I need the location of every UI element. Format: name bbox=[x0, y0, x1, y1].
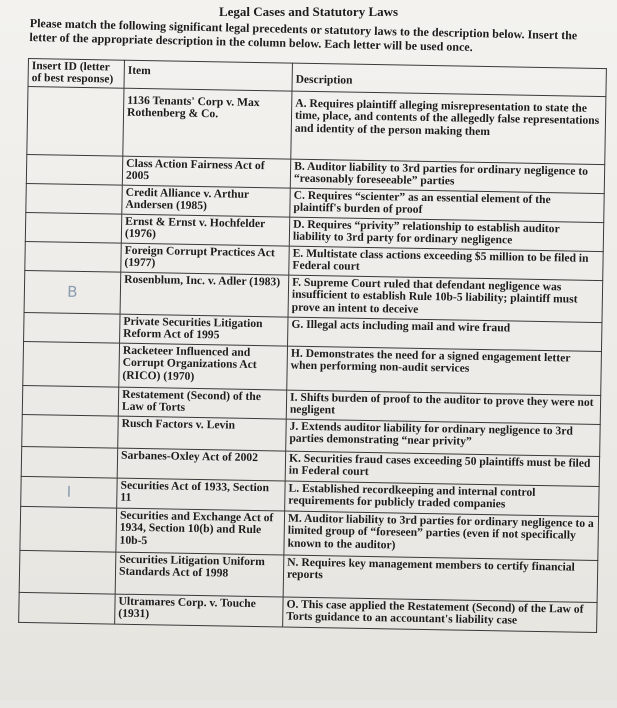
description-cell: O. This case applied the Restatement (Second) of the Law of Torts guidance to an accountant's liability case bbox=[283, 597, 597, 632]
item-cell: Sarbanes-Oxley Act of 2002 bbox=[117, 448, 285, 481]
answer-id-cell[interactable] bbox=[20, 506, 117, 552]
description-cell: A. Requires plaintiff alleging misrepresentation to state the time, place, and contents of the allegedly false representations and identity of the person making them bbox=[291, 91, 606, 164]
item-cell: Rosenblum, Inc. v. Adler (1983) bbox=[120, 272, 289, 317]
answer-id-cell[interactable] bbox=[26, 183, 122, 214]
answer-id-cell[interactable] bbox=[19, 550, 116, 594]
answer-id-cell[interactable] bbox=[26, 154, 122, 185]
answer-id-cell[interactable] bbox=[27, 86, 124, 156]
answer-id-cell[interactable] bbox=[21, 446, 118, 478]
item-cell: Securities and Exchange Act of 1934, Section 10(b) and Rule 10b-5 bbox=[116, 508, 285, 555]
instructions-text: Please match the following significant legal precedents or statutory laws to the description below. Insert the letter of the appropriate description in the column below. Each letter will be used once. bbox=[29, 16, 578, 55]
description-cell: B. Auditor liability to 3rd parties for ordinary negligence to “reasonably foreseeable” parties bbox=[290, 159, 604, 193]
item-cell: Securities Act of 1933, Section 11 bbox=[117, 478, 285, 511]
item-cell: Rusch Factors v. Levin bbox=[118, 416, 287, 451]
matching-table bbox=[18, 58, 607, 633]
matching-table-wrap bbox=[17, 58, 610, 708]
item-cell: Restatement (Second) of the Law of Torts bbox=[118, 387, 286, 419]
header-description: Description bbox=[292, 63, 606, 96]
answer-id-cell[interactable] bbox=[24, 312, 120, 343]
answer-id-cell[interactable] bbox=[25, 212, 121, 243]
description-cell: N. Requires key management members to certify financial reports bbox=[283, 555, 598, 602]
description-cell: D. Requires “privity” relationship to establish auditor liability to 3rd party for ordinary negligence bbox=[289, 217, 603, 251]
description-cell: M. Auditor liability to 3rd parties for ordinary negligence to a limited group of “foreseen” parties (even if not specifically known to the auditor) bbox=[284, 511, 599, 560]
answer-id-cell[interactable] bbox=[19, 592, 116, 624]
item-cell: Private Securities Litigation Reform Act of 1995 bbox=[120, 314, 288, 346]
description-cell: L. Established recordkeeping and internal control requirements for publicly traded companies bbox=[285, 481, 599, 516]
item-cell: Securities Litigation Uniform Standards Act of 1998 bbox=[115, 552, 284, 597]
item-cell: Ernst & Ernst v. Hochfelder (1976) bbox=[121, 214, 289, 246]
item-cell: Foreign Corrupt Practices Act (1977) bbox=[121, 243, 289, 275]
header-item: Item bbox=[124, 60, 292, 91]
table-row bbox=[27, 86, 606, 164]
description-cell: K. Securities fraud cases exceeding 50 plaintiffs must be filed in Federal court bbox=[285, 451, 599, 486]
header-id: Insert ID (letter of best response) bbox=[28, 59, 124, 88]
description-cell: I. Shifts burden of proof to the auditor to prove they were not negligent bbox=[286, 390, 600, 424]
description-cell: G. Illegal acts including mail and wire fraud bbox=[288, 317, 602, 351]
item-cell: Credit Alliance v. Arthur Andersen (1985) bbox=[122, 185, 290, 217]
answer-id-cell[interactable] bbox=[25, 241, 121, 272]
item-cell: 1136 Tenants' Corp v. Max Rothenberg & Co. bbox=[123, 88, 292, 159]
answer-id-cell[interactable]: B bbox=[24, 270, 121, 314]
description-cell: H. Demonstrates the need for a signed engagement letter when performing non-audit services bbox=[287, 346, 602, 395]
page-title: Legal Cases and Statutory Laws bbox=[218, 4, 399, 19]
description-cell: J. Extends auditor liability for ordinary negligence to 3rd parties demonstrating “near privity” bbox=[286, 419, 601, 456]
item-cell: Ultramares Corp. v. Touche (1931) bbox=[115, 594, 283, 627]
item-cell: Class Action Fairness Act of 2005 bbox=[122, 156, 290, 188]
answer-id-cell[interactable] bbox=[23, 341, 120, 387]
answer-id-cell[interactable]: I bbox=[21, 476, 118, 508]
description-cell: F. Supreme Court ruled that defendant negligence was insufficient to establish Rule 10b-5 liability; plaintiff must prove an intent to deceive bbox=[288, 275, 603, 322]
description-cell: E. Multistate class actions exceeding $5 million to be filed in Federal court bbox=[289, 246, 603, 280]
answer-id-cell[interactable] bbox=[22, 414, 119, 448]
answer-id-cell[interactable] bbox=[22, 385, 118, 416]
description-cell: C. Requires “scienter” as an essential element of the plaintiff's burden of proof bbox=[290, 188, 604, 222]
item-cell: Racketeer Influenced and Corrupt Organizations Act (RICO) (1970) bbox=[119, 343, 288, 390]
